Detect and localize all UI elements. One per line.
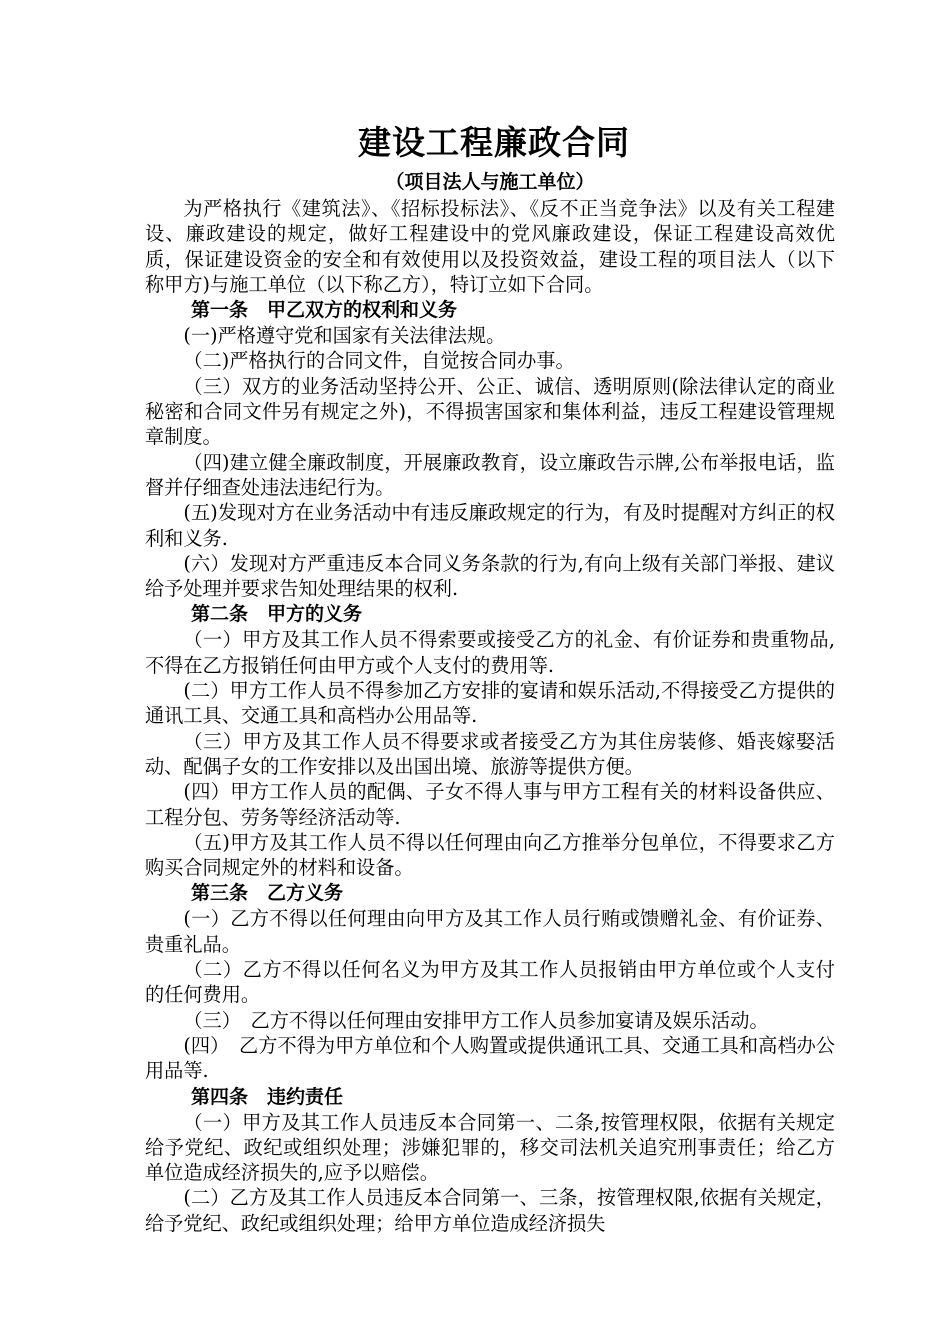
- article-4-item-2: (二）乙方及其工作人员违反本合同第一、三条，按管理权限,依据有关规定，给予党纪、政纪或组织处理；给甲方单位造成经济损失: [145, 1186, 835, 1235]
- article-3: [145, 880, 835, 1083]
- article-2-item-3: （三）甲方及其工作人员不得要求或者接受乙方为其住房装修、婚丧嫁娶活动、配偶子女的工作安排以及出国出境、旅游等提供方便。: [145, 729, 835, 778]
- article-1-item-3: （三）双方的业务活动坚持公开、公正、诚信、透明原则(除法律认定的商业秘密和合同文件另有规定之外)，不得损害国家和集体利益，违反工程建设管理规章制度。: [145, 374, 835, 449]
- article-1-item-5: (五)发现对方在业务活动中有违反廉政规定的行为，有及时提醒对方纠正的权利和义务.: [145, 501, 835, 550]
- article-1-item-2: （二)严格执行的合同文件，自觉按合同办事。: [183, 349, 575, 373]
- article-3-item-3: （三） 乙方不得以任何理由安排甲方工作人员参加宴请及娱乐活动。: [183, 1008, 769, 1032]
- article-1-item-1: (一)严格遵守党和国家有关法律法规。: [183, 324, 506, 348]
- article-2-item-2: (二）甲方工作人员不得参加乙方安排的宴请和娱乐活动,不得接受乙方提供的通讯工具、交通工具和高档办公用品等.: [145, 679, 835, 728]
- article-2: [145, 601, 835, 880]
- article-4-item-1: （一）甲方及其工作人员违反本合同第一、二条,按管理权限，依据有关规定给予党纪、政纪或组织处理；涉嫌犯罪的，移交司法机关追究刑事责任；给乙方单位造成经济损失的,应予以赔偿。: [145, 1110, 835, 1185]
- article-2-heading: 第二条 甲方的义务: [191, 603, 363, 626]
- article-2-item-1: （一）甲方及其工作人员不得索要或接受乙方的礼金、有价证券和贵重物品,不得在乙方报销任何由甲方或个人支付的费用等.: [145, 628, 835, 677]
- article-1-item-4: （四)建立健全廉政制度，开展廉政教育，设立廉政告示牌,公布举报电话，监督并仔细查处违法违纪行为。: [145, 450, 835, 499]
- article-4: [145, 1084, 835, 1236]
- article-3-item-1: (一）乙方不得以任何理由向甲方及其工作人员行贿或馈赠礼金、有价证券、贵重礼品。: [145, 907, 835, 956]
- document-title: 建设工程廉政合同: [358, 123, 630, 162]
- article-1: [145, 297, 835, 601]
- article-1-heading: 第一条 甲乙双方的权利和义务: [191, 299, 458, 322]
- article-2-item-4: (四）甲方工作人员的配偶、子女不得人事与甲方工程有关的材料设备供应、工程分包、劳务等经济活动等.: [145, 780, 835, 829]
- article-3-item-4: (四） 乙方不得为甲方单位和个人购置或提供通讯工具、交通工具和高档办公用品等.: [145, 1033, 835, 1083]
- intro-paragraph: 为严格执行《建筑法》、《招标投标法》、《反不正当竞争法》以及有关工程建设、廉政建设的规定，做好工程建设中的党风廉政建设，保证工程建设高效优质，保证建设资金的安全和有效使用以及投资效益，建设工程的项目法人（以下称甲方)与施工单位（以下称乙方），特订立如下合同。: [145, 197, 835, 296]
- article-4-heading: 第四条 违约责任: [191, 1085, 344, 1108]
- document-subtitle: （项目法人与施工单位）: [385, 171, 595, 193]
- article-2-item-5: （五)甲方及其工作人员不得以任何理由向乙方推举分包单位，不得要求乙方购买合同规定外的材料和设备。: [145, 830, 835, 880]
- article-3-heading: 第三条 乙方义务: [191, 882, 344, 905]
- document-page: [145, 118, 835, 1236]
- article-3-item-2: （二）乙方不得以任何名义为甲方及其工作人员报销由甲方单位或个人支付的任何费用。: [145, 958, 835, 1007]
- article-1-item-6: (六）发现对方严重违反本合同义务条款的行为,有向上级有关部门举报、建议给予处理并要求告知处理结果的权利.: [145, 551, 835, 601]
